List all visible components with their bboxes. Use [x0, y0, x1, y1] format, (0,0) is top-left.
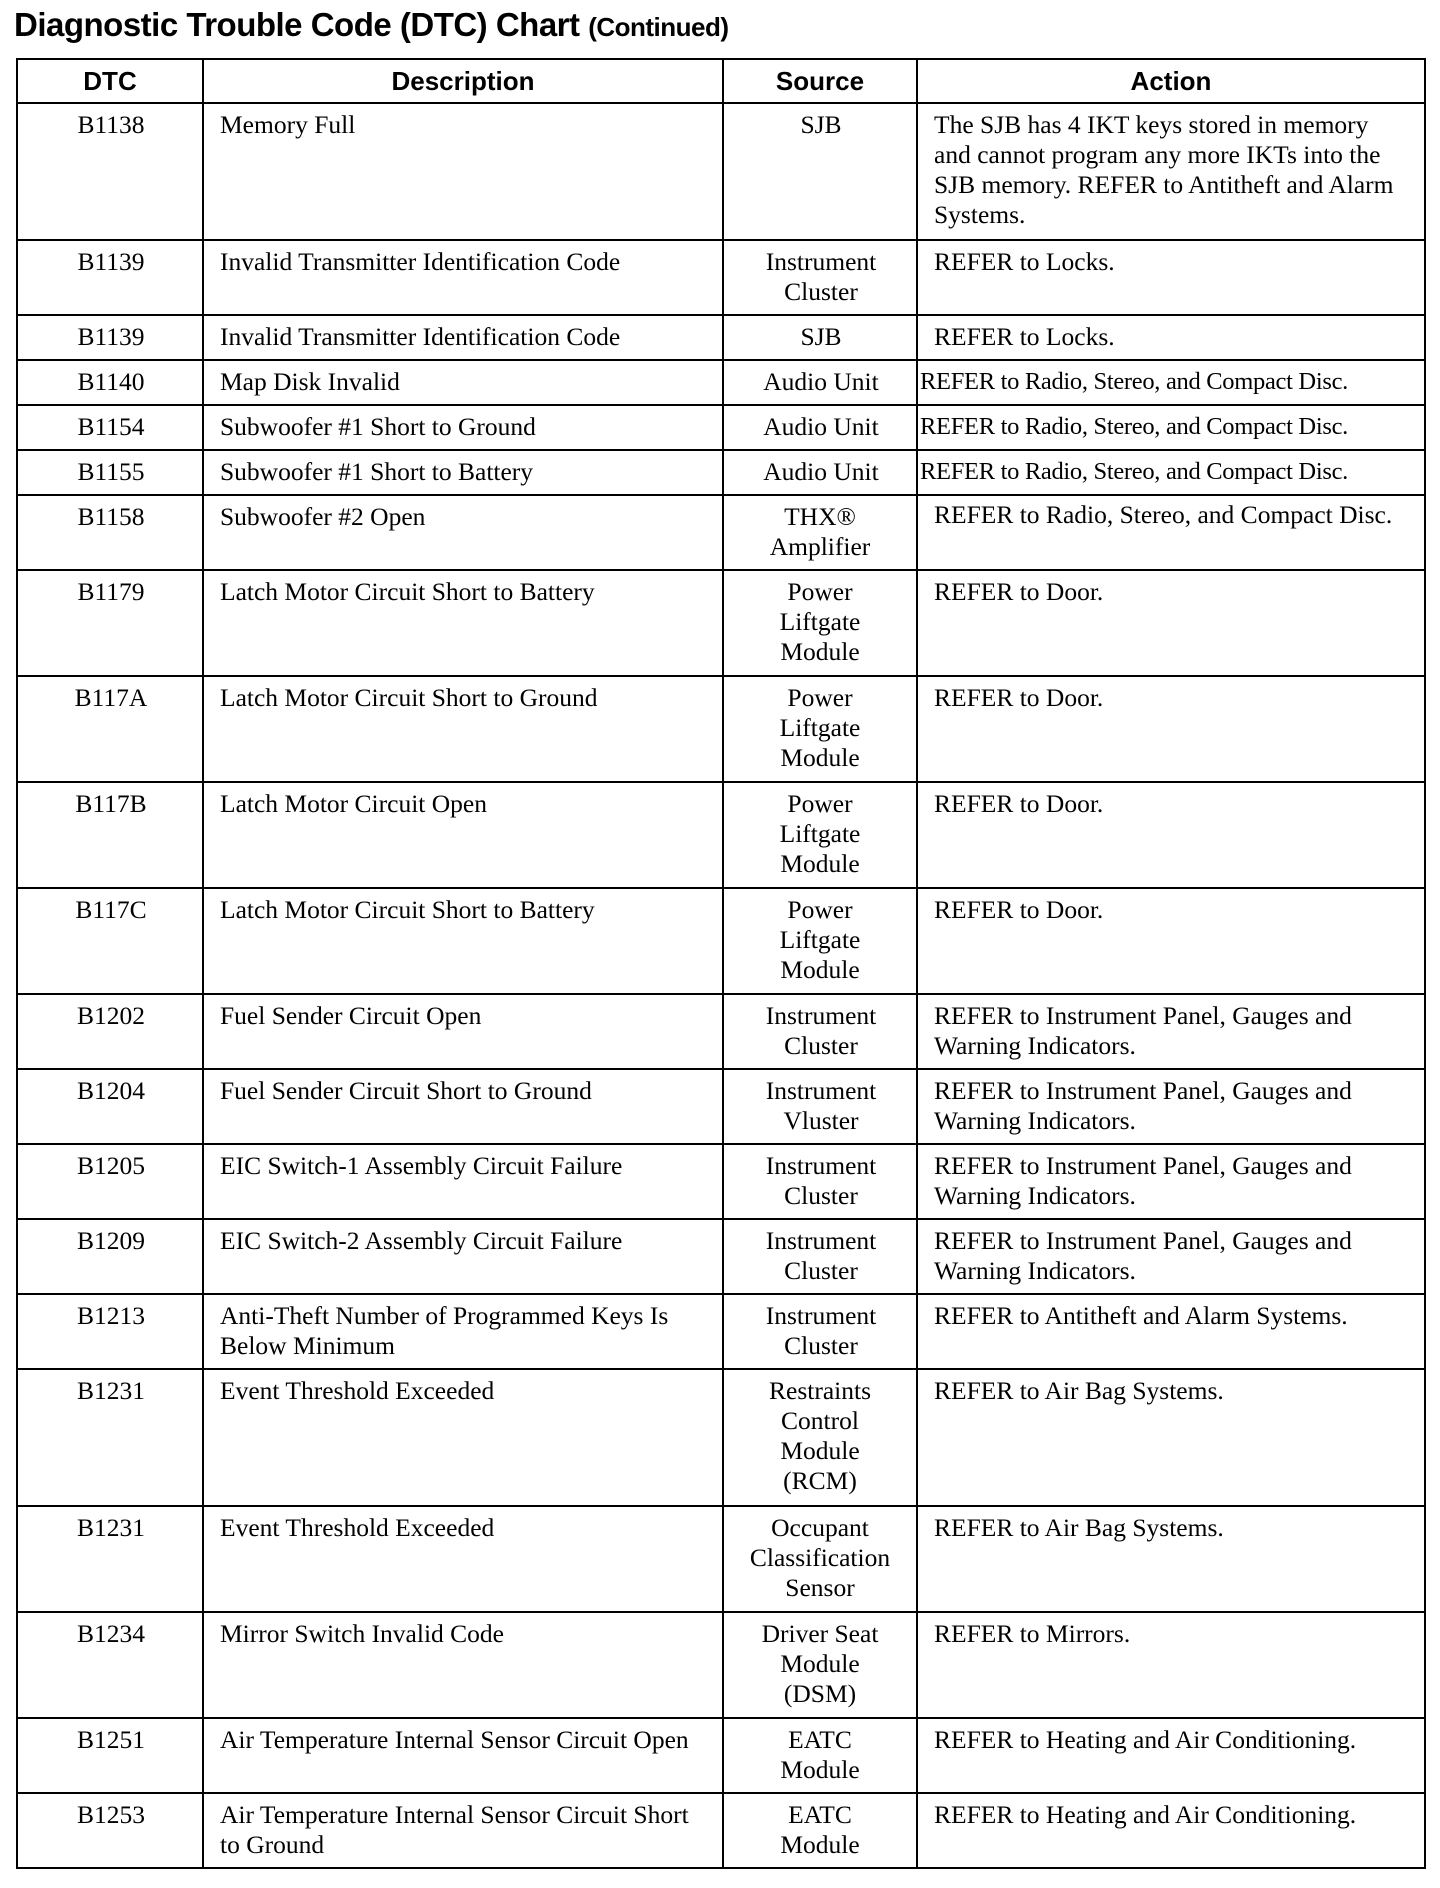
cell-source: Audio Unit: [723, 360, 917, 405]
cell-description: EIC Switch-2 Assembly Circuit Failure: [203, 1219, 723, 1294]
cell-action: The SJB has 4 IKT keys stored in memory and cannot program any more IKTs into the SJB memory. REFER to Antitheft and Alarm Systems.: [917, 103, 1425, 240]
cell-action: REFER to Door.: [917, 676, 1425, 782]
cell-description: Subwoofer #1 Short to Ground: [203, 405, 723, 450]
table-row: [17, 1718, 1425, 1793]
cell-description: Mirror Switch Invalid Code: [203, 1612, 723, 1718]
cell-action: REFER to Locks.: [917, 315, 1425, 360]
cell-description: Invalid Transmitter Identification Code: [203, 315, 723, 360]
cell-description: Anti-Theft Number of Programmed Keys Is Below Minimum: [203, 1294, 723, 1369]
cell-source: Audio Unit: [723, 450, 917, 495]
cell-source: THX® Amplifier: [723, 495, 917, 570]
column-header-dtc: DTC: [17, 59, 203, 103]
cell-dtc: B1138: [17, 103, 203, 240]
table-row: [17, 1612, 1425, 1718]
table-row: [17, 570, 1425, 676]
table-row: [17, 1793, 1425, 1868]
cell-dtc: B1204: [17, 1069, 203, 1144]
cell-dtc: B1139: [17, 315, 203, 360]
cell-source: Occupant Classification Sensor: [723, 1506, 917, 1612]
table-row: [17, 1219, 1425, 1294]
column-header-description: Description: [203, 59, 723, 103]
cell-source: Instrument Cluster: [723, 994, 917, 1069]
cell-action: REFER to Door.: [917, 570, 1425, 676]
cell-action: REFER to Air Bag Systems.: [917, 1369, 1425, 1506]
table-header-row: [17, 59, 1425, 103]
cell-source: Power Liftgate Module: [723, 782, 917, 888]
cell-action: REFER to Air Bag Systems.: [917, 1506, 1425, 1612]
cell-source: Power Liftgate Module: [723, 676, 917, 782]
cell-source: Driver Seat Module (DSM): [723, 1612, 917, 1718]
cell-description: Invalid Transmitter Identification Code: [203, 240, 723, 315]
cell-dtc: B1213: [17, 1294, 203, 1369]
cell-dtc: B1251: [17, 1718, 203, 1793]
cell-dtc: B1179: [17, 570, 203, 676]
cell-dtc: B1155: [17, 450, 203, 495]
cell-description: Latch Motor Circuit Short to Battery: [203, 888, 723, 994]
page-title-suffix: (Continued): [588, 12, 729, 42]
page-title-main: Diagnostic Trouble Code (DTC) Chart: [14, 6, 580, 43]
cell-source: Instrument Cluster: [723, 1219, 917, 1294]
cell-action: REFER to Radio, Stereo, and Compact Disc.: [917, 450, 1425, 495]
cell-action: REFER to Antitheft and Alarm Systems.: [917, 1294, 1425, 1369]
cell-dtc: B1234: [17, 1612, 203, 1718]
cell-dtc: B1209: [17, 1219, 203, 1294]
cell-action: REFER to Instrument Panel, Gauges and Warning Indicators.: [917, 1219, 1425, 1294]
cell-dtc: B1231: [17, 1369, 203, 1506]
cell-action: REFER to Door.: [917, 888, 1425, 994]
table-row: [17, 360, 1425, 405]
cell-source: EATC Module: [723, 1793, 917, 1868]
column-header-action: Action: [917, 59, 1425, 103]
cell-action: REFER to Radio, Stereo, and Compact Disc.: [917, 360, 1425, 405]
cell-action: REFER to Door.: [917, 782, 1425, 888]
table-body: [17, 103, 1425, 1868]
cell-action: REFER to Radio, Stereo, and Compact Disc.: [917, 495, 1425, 570]
table-row: [17, 103, 1425, 240]
cell-action: REFER to Instrument Panel, Gauges and Warning Indicators.: [917, 994, 1425, 1069]
table-row: [17, 782, 1425, 888]
cell-source: Instrument Cluster: [723, 1144, 917, 1219]
table-row: [17, 1506, 1425, 1612]
table-row: [17, 405, 1425, 450]
table-row: [17, 676, 1425, 782]
table-row: [17, 315, 1425, 360]
cell-source: Power Liftgate Module: [723, 570, 917, 676]
cell-description: Memory Full: [203, 103, 723, 240]
table-row: [17, 1069, 1425, 1144]
cell-dtc: B1140: [17, 360, 203, 405]
table-row: [17, 495, 1425, 570]
page-title: [14, 6, 729, 44]
cell-source: Instrument Cluster: [723, 240, 917, 315]
cell-source: Instrument Cluster: [723, 1294, 917, 1369]
cell-source: SJB: [723, 315, 917, 360]
cell-dtc: B1158: [17, 495, 203, 570]
table-row: [17, 240, 1425, 315]
cell-dtc: B1154: [17, 405, 203, 450]
cell-action: REFER to Radio, Stereo, and Compact Disc.: [917, 405, 1425, 450]
cell-description: Subwoofer #2 Open: [203, 495, 723, 570]
cell-dtc: B1253: [17, 1793, 203, 1868]
cell-action: REFER to Heating and Air Conditioning.: [917, 1793, 1425, 1868]
cell-description: Event Threshold Exceeded: [203, 1369, 723, 1506]
cell-description: Latch Motor Circuit Short to Ground: [203, 676, 723, 782]
cell-description: Air Temperature Internal Sensor Circuit Open: [203, 1718, 723, 1793]
table-row: [17, 450, 1425, 495]
cell-source: Instrument Vluster: [723, 1069, 917, 1144]
cell-description: Air Temperature Internal Sensor Circuit Short to Ground: [203, 1793, 723, 1868]
cell-source: Audio Unit: [723, 405, 917, 450]
cell-dtc: B117A: [17, 676, 203, 782]
cell-description: Latch Motor Circuit Short to Battery: [203, 570, 723, 676]
cell-dtc: B1231: [17, 1506, 203, 1612]
cell-source: Power Liftgate Module: [723, 888, 917, 994]
cell-description: EIC Switch-1 Assembly Circuit Failure: [203, 1144, 723, 1219]
table-row: [17, 888, 1425, 994]
cell-action: REFER to Mirrors.: [917, 1612, 1425, 1718]
cell-action: REFER to Instrument Panel, Gauges and Warning Indicators.: [917, 1069, 1425, 1144]
table-row: [17, 1369, 1425, 1506]
cell-description: Map Disk Invalid: [203, 360, 723, 405]
cell-dtc: B117B: [17, 782, 203, 888]
cell-action: REFER to Instrument Panel, Gauges and Warning Indicators.: [917, 1144, 1425, 1219]
cell-dtc: B117C: [17, 888, 203, 994]
table-row: [17, 994, 1425, 1069]
cell-dtc: B1205: [17, 1144, 203, 1219]
cell-description: Fuel Sender Circuit Open: [203, 994, 723, 1069]
cell-description: Event Threshold Exceeded: [203, 1506, 723, 1612]
column-header-source: Source: [723, 59, 917, 103]
dtc-table: [16, 58, 1426, 1869]
cell-source: EATC Module: [723, 1718, 917, 1793]
cell-description: Latch Motor Circuit Open: [203, 782, 723, 888]
table-row: [17, 1294, 1425, 1369]
cell-dtc: B1139: [17, 240, 203, 315]
cell-description: Subwoofer #1 Short to Battery: [203, 450, 723, 495]
cell-action: REFER to Heating and Air Conditioning.: [917, 1718, 1425, 1793]
cell-action: REFER to Locks.: [917, 240, 1425, 315]
cell-source: SJB: [723, 103, 917, 240]
cell-description: Fuel Sender Circuit Short to Ground: [203, 1069, 723, 1144]
cell-source: Restraints Control Module (RCM): [723, 1369, 917, 1506]
cell-dtc: B1202: [17, 994, 203, 1069]
table-row: [17, 1144, 1425, 1219]
